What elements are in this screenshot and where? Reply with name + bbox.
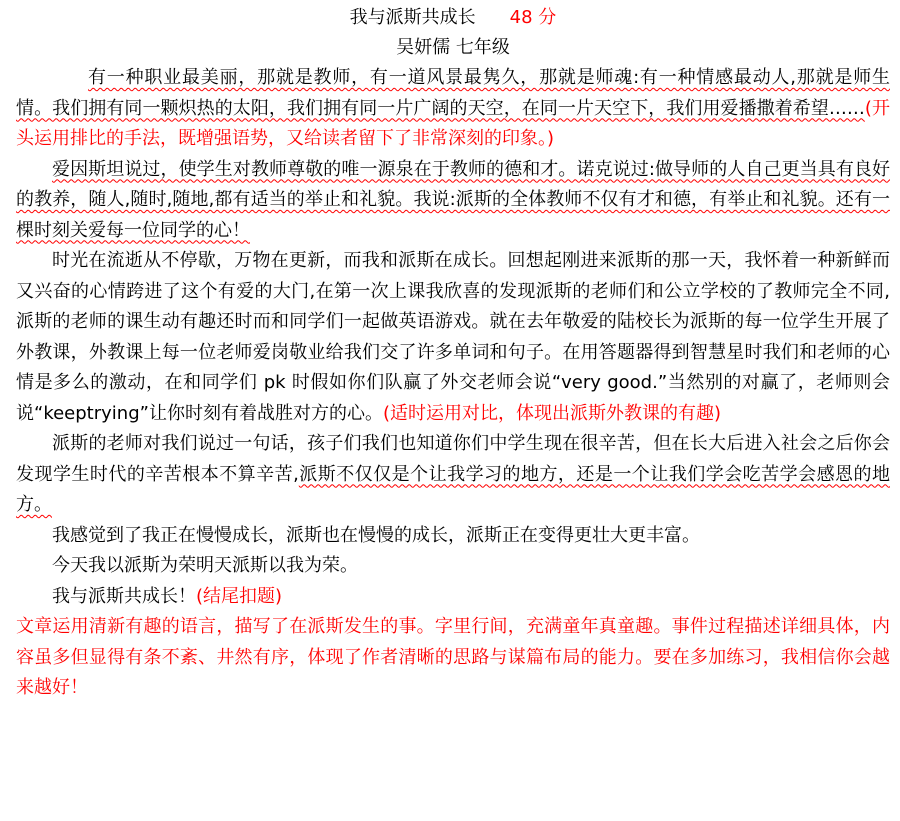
paragraph-2-text: 爱因斯坦说过，使学生对教师尊敬的唯一源泉在于教师的德和才。诺克说过:做导师的人自己更当具有良好的教养，随人,随时,随地,都有适当的举止和礼貌。我说:派斯的全体教师不仅有才和德，有举止和礼貌。还有一棵时刻关爱每一位同学的心！ [16, 158, 890, 241]
paragraph-7 [16, 582, 890, 613]
paragraph-6: 今天我以派斯为荣明天派斯以我为荣。 [52, 555, 358, 576]
paragraph-2 [16, 155, 890, 247]
paragraph-5: 我感觉到了我正在慢慢成长，派斯也在慢慢的成长，派斯正在变得更壮大更丰富。 [52, 524, 700, 546]
paragraph-4 [16, 429, 890, 521]
paragraph-3-text: 时光在流逝从不停歇，万物在更新，而我和派斯在成长。回想起刚进来派斯的那一天，我怀着一种新鲜而又兴奋的心情跨进了这个有爱的大门,在第一次上课我欣喜的发现派斯的老师们和公立学校的了教师完全不同,派斯的老师的课生动有趣还时而和同学们一起做英语游戏。就在去年敬爱的陆校长为派斯的每一位学生开展了外教课，外教课上每一位老师爱岗敬业给我们交了许多单词和句子。在用答题器得到智慧星时我们和老师的心情是多么的激动，在和同学们 pk 时假如你们队赢了外交老师会说“very good.”当然别的对赢了，老师则会说“keeptrying”让你时刻有着战胜对方的心。 [16, 250, 890, 424]
author-grade: 吴妍儒 七年级 [396, 37, 510, 58]
paragraph-1 [16, 63, 890, 155]
essay-title: 我与派斯共成长 [349, 7, 476, 28]
paragraph-3 [16, 246, 890, 429]
paragraph-4-text-a: 派斯的老师对我们说过一句话，孩子们我们也知道你们中学生现在很辛苦，但在长大后进入社会之后你会发现学生时代的辛苦根本不算辛苦, [16, 433, 890, 485]
paragraph-1-text: 有一种职业最美丽，那就是教师，有一道风景最隽久，那就是师魂:有一种情感最动人,那就是师生情。我们拥有同一颗炽热的太阳，我们拥有同一片广阔的天空，在同一片天空下，我们用爱播撒着希望…… [16, 67, 890, 119]
teacher-final-comment: 文章运用清新有趣的语言，描写了在派斯发生的事。字里行间，充满童年真童趣。事件过程描述详细具体，内容虽多但显得有条不紊、井然有序，体现了作者清晰的思路与谋篇布局的能力。要在多加练习，我相信你会越来越好！ [16, 616, 890, 698]
paragraph-7-text: 我与派斯共成长！ [52, 585, 196, 607]
score-mark: 48 分 [509, 7, 557, 28]
paragraph-1-comment: (开头运用排比的手法，既增强语势，又给读者留下了非常深刻的印象。) [16, 97, 890, 149]
essay-body [16, 63, 890, 704]
paragraph-4-text-b: 派斯不仅仅是个让我学习的地方，还是一个让我们学会吃苦学会感恩的地方。 [16, 463, 890, 515]
paragraph-3-comment: (适时运用对比，体现出派斯外教课的有趣) [382, 402, 721, 424]
title-line [16, 2, 890, 33]
paragraph-7-comment: (结尾扣题) [196, 585, 283, 607]
